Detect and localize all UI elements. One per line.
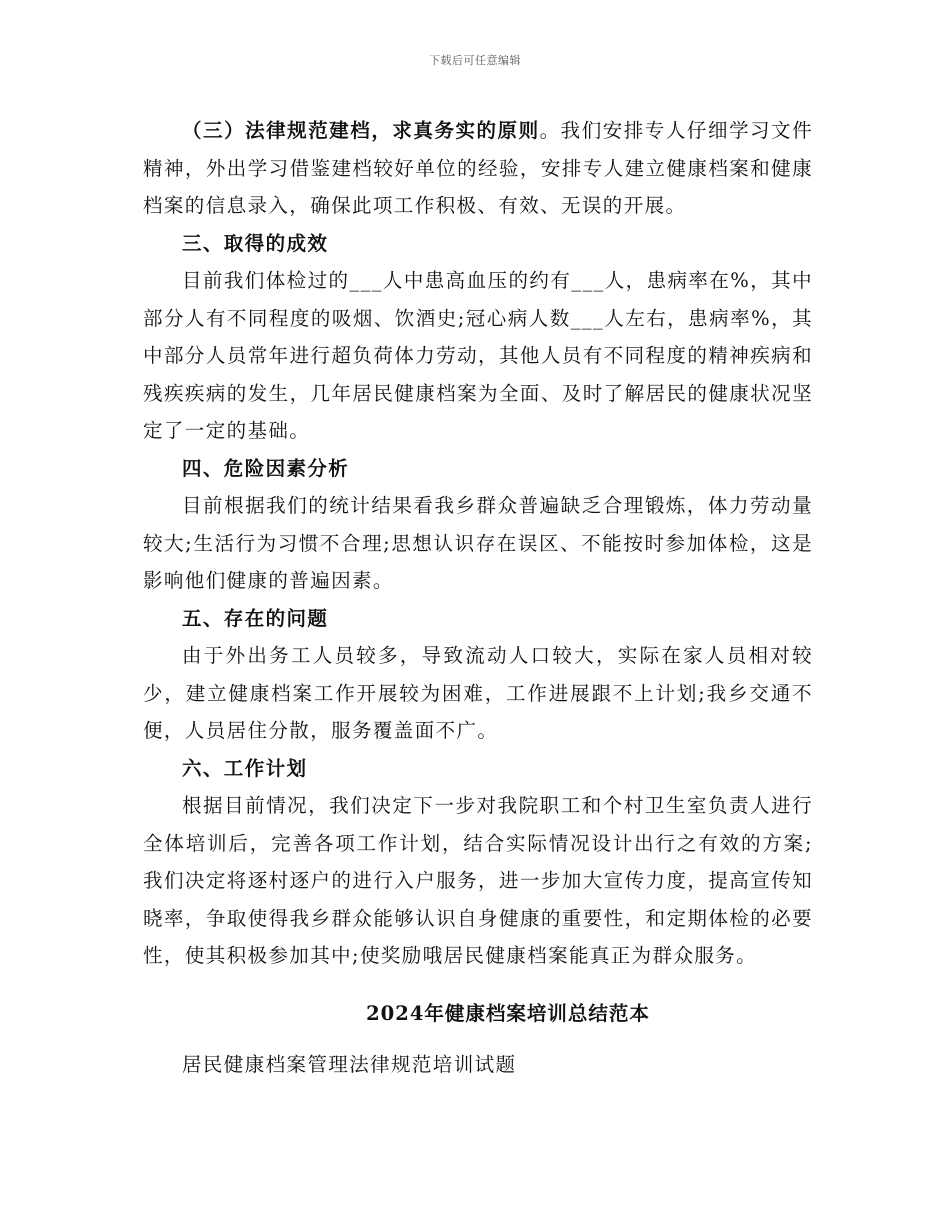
section-heading-problems: 五、存在的问题 (182, 606, 329, 630)
section-heading-risk-factors: 四、危险因素分析 (182, 456, 350, 480)
section-heading-work-plan: 六、工作计划 (182, 756, 308, 780)
document-subtitle: 居民健康档案管理法律规范培训试题 (182, 1053, 517, 1076)
paragraph-lead-bold: （三）法律规范建档，求真务实的原则 (182, 119, 540, 142)
paragraph-text: 。我们安排专人仔细学习文件精神，外出学习借鉴建档较好单位的经验，安排专人建立健康档案和健康档案的信息录入，确保此项工作积极、有效、无误的开展。 (143, 119, 813, 217)
document-title: 2024年健康档案培训总结范本 (366, 1001, 650, 1025)
section-heading-results: 三、取得的成效 (182, 231, 329, 255)
page-header: 下载后可任意编辑 (429, 54, 521, 67)
paragraph-work-plan: 根据目前情况，我们决定下一步对我院职工和个村卫生室负责人进行全体培训后，完善各项工作计划，结合实际情况设计出行之有效的方案;我们决定将逐村逐户的进行入户服务，进一步加大宣传力度，提高宣传知晓率，争取使得我乡群众能够认识自身健康的重要性，和定期体检的必要性，使其积极参加其中;使奖励哦居民健康档案能真正为群众服务。 (143, 794, 813, 967)
paragraph-principle-3 (143, 112, 813, 225)
document-body (143, 112, 813, 1084)
paragraph-risk-factors: 目前根据我们的统计结果看我乡群众普遍缺乏合理锻炼，体力劳动量较大;生活行为习惯不合理;思想认识存在误区、不能按时参加体检，这是影响他们健康的普遍因素。 (143, 494, 813, 592)
paragraph-problems: 由于外出务工人员较多，导致流动人口较大，实际在家人员相对较少，建立健康档案工作开展较为困难，工作进展跟不上计划;我乡交通不便，人员居住分散，服务覆盖面不广。 (143, 644, 813, 742)
paragraph-results: 目前我们体检过的___人中患高血压的约有___人，患病率在%，其中部分人有不同程度的吸烟、饮酒史;冠心病人数___人左右，患病率%，其中部分人员常年进行超负荷体力劳动，其他人员有不同程度的精神疾病和残疾疾病的发生，几年居民健康档案为全面、及时了解居民的健康状况坚定了一定的基础。 (143, 269, 813, 442)
